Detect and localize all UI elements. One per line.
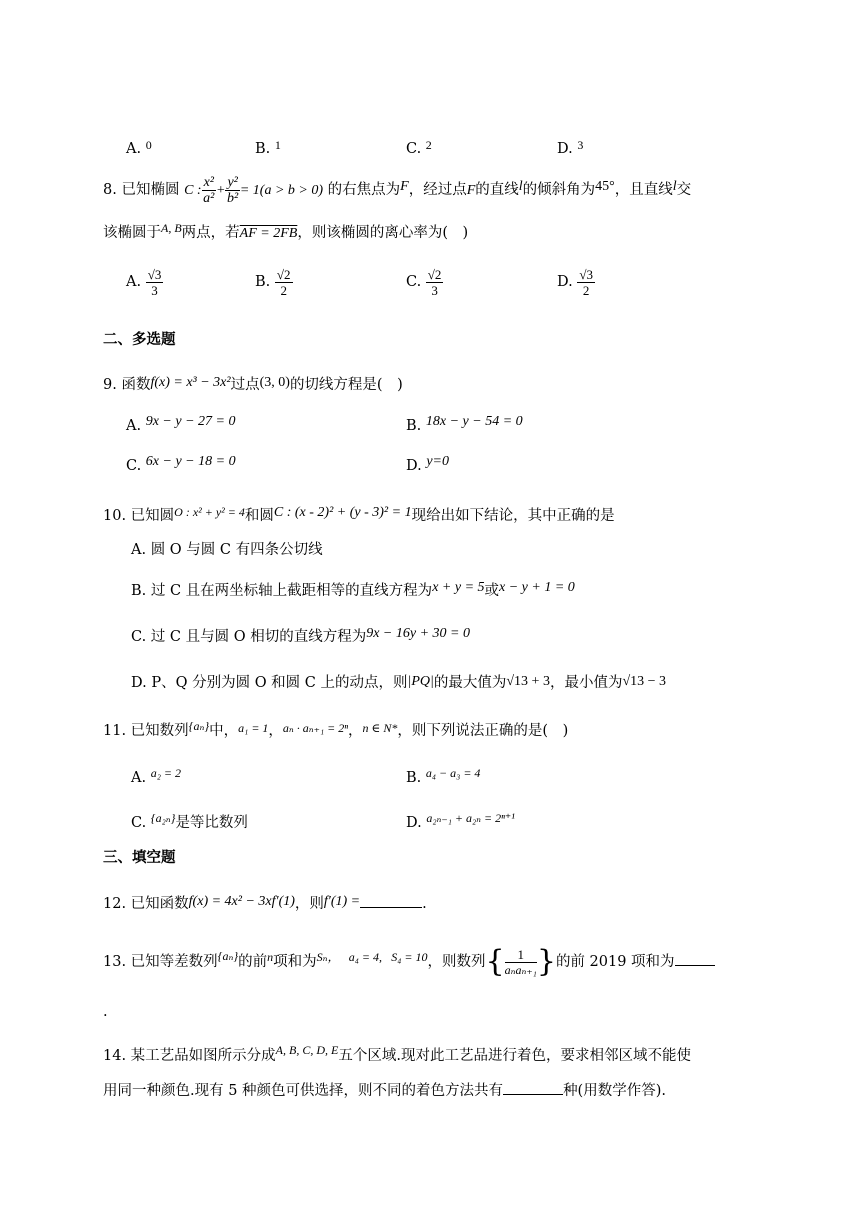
- q14-answer-blank[interactable]: [503, 1080, 563, 1095]
- q8-line2-a: 该椭圆于: [103, 225, 161, 241]
- q10-option-a: A. 圆 O 与圆 C 有四条公切线: [131, 542, 323, 558]
- q8-option-c: C. $\frac{√2}{3}$: [406, 266, 442, 298]
- q11-option-a: A. $^{a_2 = 2}$: [131, 766, 181, 786]
- q8-option-d: D. $\frac{√3}{2}$: [557, 266, 593, 298]
- q10-stem-b: 和圆: [244, 508, 274, 524]
- q9-stem: [103, 373, 403, 395]
- q8-text3: 的直线: [475, 182, 519, 198]
- q12-answer-blank[interactable]: [360, 893, 422, 908]
- q8-line1: 8. 已知椭圆 C : $\frac{\text{x²}}{\text{a²}}$ + $\frac{\text{y²}}{\text{b²}}$ = 1(a > b > 0) 的右焦点为F，经过点F的直线l的倾斜角为45°，且直线l交: [103, 174, 692, 206]
- q8-text4: 的倾斜角为: [522, 182, 596, 198]
- q11-option-d: D. $^{a_{2n-1} + a_{2n} = 2^{n+1}}$: [406, 811, 515, 831]
- q8-frac-x: $\frac{\text{x²}}{\text{a²}}$: [203, 174, 215, 206]
- q9-func: f(x) = x³ − 3x²: [150, 375, 231, 390]
- q10-circle-c: C : (x - 2)² + (y - 3)² = 1: [273, 505, 412, 520]
- q7-option-c-label: C.: [406, 141, 426, 157]
- q8-AB: A, B: [161, 221, 182, 235]
- section-3-heading: 三、填空题: [103, 850, 176, 866]
- q7-option-d-label: D.: [557, 141, 578, 157]
- q8-option-a: A. $\frac{√3}{3}$: [126, 266, 162, 298]
- q10-option-c: C. 过 C 且与圆 O 相切的直线方程为9x − 16y + 30 = 0: [131, 626, 470, 645]
- q7-option-c: [406, 135, 432, 159]
- q8-frac-y: $\frac{\text{y²}}{\text{b²}}$: [227, 174, 239, 206]
- q8-option-b: B. $\frac{√2}{2}$: [255, 266, 291, 298]
- q8-l: l: [518, 179, 523, 194]
- q9-option-d: D. y=0: [406, 454, 449, 474]
- q8-text5: ，且直线: [614, 182, 673, 198]
- q8-angle: 45°: [595, 179, 615, 194]
- q13-trailing-dot: .: [103, 1004, 108, 1020]
- q10-option-b: B. 过 C 且在两坐标轴上截距相等的直线方程为x + y = 5或x − y + 1 = 0: [131, 580, 575, 599]
- q8-text6: 交: [676, 182, 692, 198]
- q9-point: (3, 0): [259, 375, 290, 390]
- q8-line2-c: ，则该椭圆的离心率为( ): [297, 225, 469, 241]
- q14-line1: 14. 某工艺品如图所示分成$^{A, B, C, D, E}$五个区域.现对此工艺品进行着色，要求相邻区域不能使: [103, 1043, 691, 1064]
- q10-stem-a: 10. 已知圆: [103, 508, 175, 524]
- q10-stem: [103, 502, 615, 526]
- q10-option-d: D. P、Q 分别为圆 O 和圆 C 上的动点，则|PQ|的最大值为√13 + 3，最小值为√13 − 3: [131, 674, 667, 691]
- q8-eq-cond: = 1(a > b > 0): [239, 183, 324, 198]
- q8-text2: ，经过点: [408, 182, 467, 198]
- q14-line2: 用同一种颜色.现有 5 种颜色可供选择，则不同的着色方法共有 种(用数学作答).: [103, 1080, 666, 1101]
- q8-vector-eq: AF = 2FB: [239, 226, 298, 241]
- q13-answer-blank[interactable]: [675, 951, 715, 966]
- q11-stem: 11. 已知数列$^{\{a_n\}}$中，$^{a_1 = 1}$，$^{a_n \cdot a_{n+1} = 2^n}$，$^{n \in N*}$，则下列说法正确的是( ): [103, 719, 569, 739]
- q9-stem-c: 的切线方程是( ): [289, 377, 403, 393]
- section-2-heading: 二、多选题: [103, 332, 176, 348]
- q7-option-c-value: 2: [425, 138, 432, 152]
- q7-option-b-value: 1: [274, 138, 281, 152]
- q8-text1: 的右焦点为: [327, 182, 401, 198]
- q7-option-b: [255, 135, 281, 159]
- q7-option-d-value: 3: [577, 138, 584, 152]
- q8-F2: F: [466, 183, 476, 198]
- question-13: 13. 已知等差数列$^{\{a_n\}}$的前$^n$项和为$^{S_n,}$ $^{a_4 = 4,}$ $^{S_4 = 10}$，则数列{ $\frac{1}{\text{aₙaₙ₊₁}}$ }的前 2019 项和为: [103, 930, 715, 982]
- q9-option-b: B. 18x − y − 54 = 0: [406, 414, 523, 434]
- question-12: 12. 已知函数f(x) = 4x² − 3xf′(1)，则f′(1) = .: [103, 894, 427, 912]
- q8-F: F: [400, 179, 409, 194]
- q7-option-a-value: 0: [145, 138, 152, 152]
- q7-option-a: [126, 135, 152, 159]
- q10-circle-o: O : x² + y² = 4: [174, 505, 245, 519]
- q9-option-a: A. 9x − y − 27 = 0: [126, 414, 236, 434]
- q8-eq-prefix: C :: [184, 183, 202, 198]
- q7-option-a-label: A.: [126, 141, 146, 157]
- q9-stem-b: 过点: [230, 377, 260, 393]
- q9-stem-a: 9. 函数: [103, 377, 151, 393]
- q11-option-b: B. $^{a_4 - a_3 = 4}$: [406, 766, 481, 786]
- q8-line2-b: 两点，若: [181, 225, 240, 241]
- q10-stem-c: 现给出如下结论，其中正确的是: [411, 508, 615, 524]
- q7-option-d: [557, 135, 583, 159]
- q9-option-c: C. 6x − y − 18 = 0: [126, 454, 236, 474]
- q11-option-c: C. $^{\{a_{2n}\}}$是等比数列: [131, 811, 248, 831]
- q8-line2: [103, 218, 468, 244]
- q8-number: 8. 已知椭圆: [103, 182, 180, 198]
- q7-option-b-label: B.: [255, 141, 275, 157]
- q13-fraction: $\frac{1}{\text{aₙaₙ₊₁}}$: [504, 946, 537, 977]
- q8-l2: l: [672, 179, 677, 194]
